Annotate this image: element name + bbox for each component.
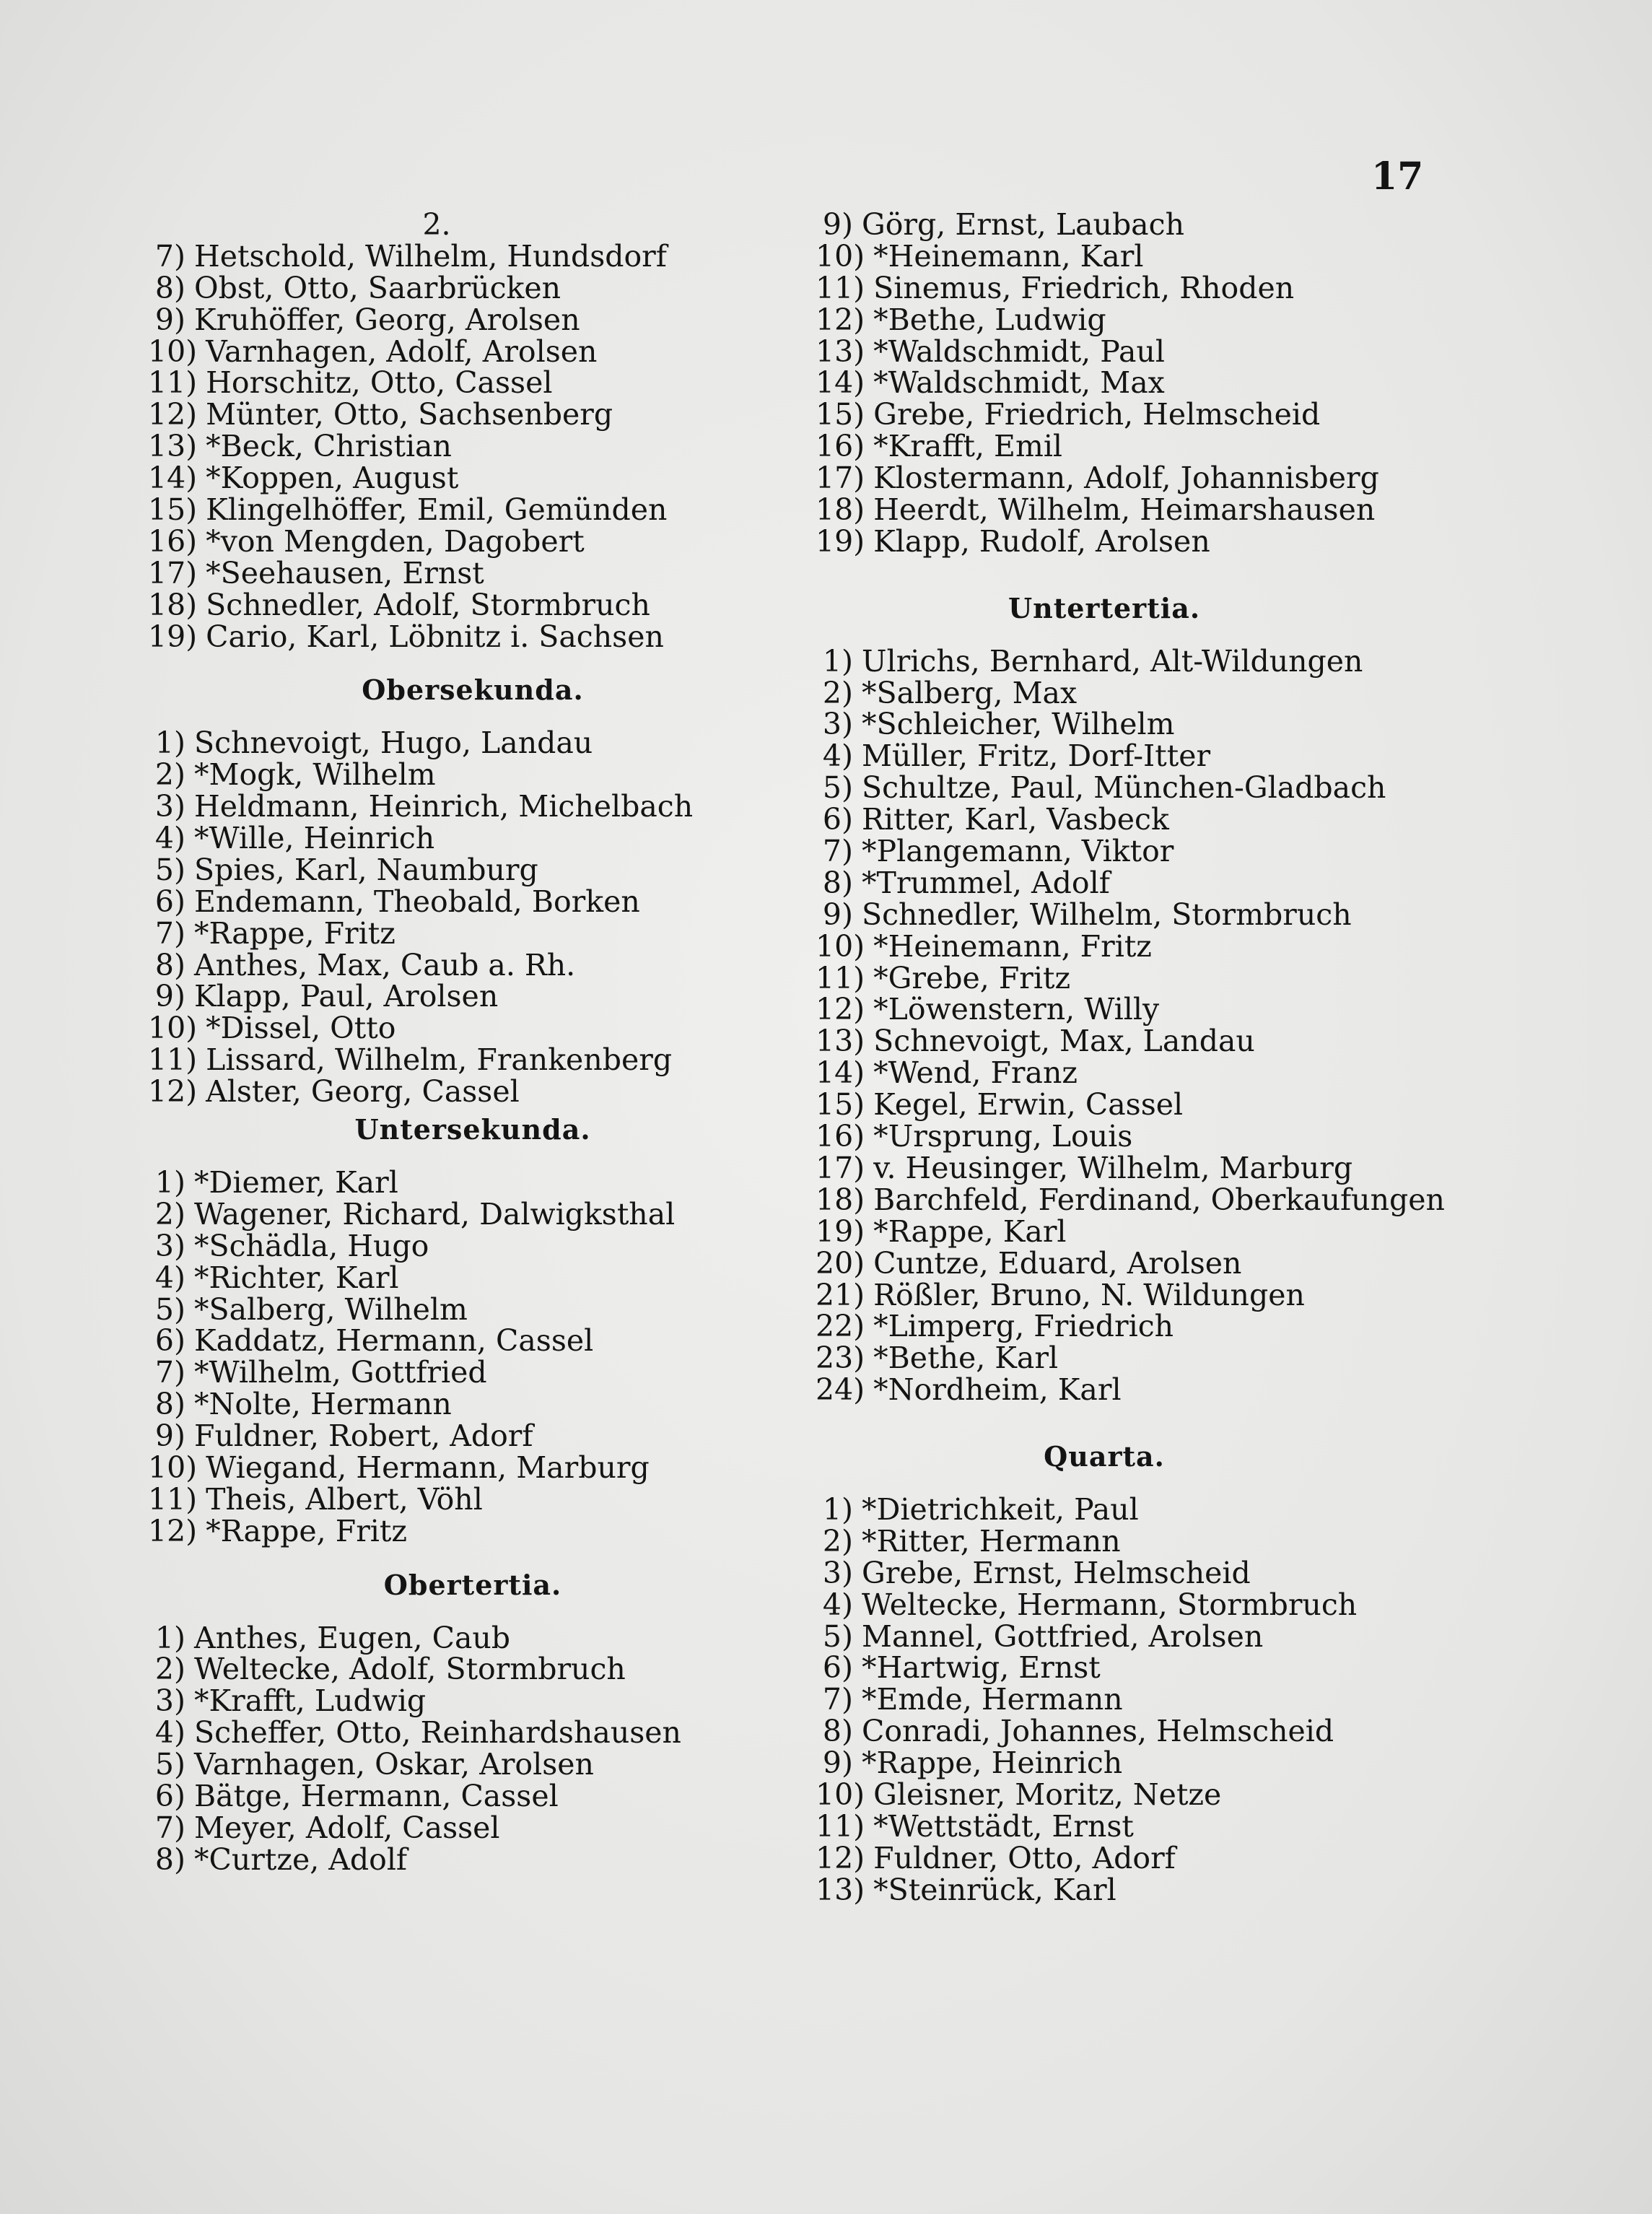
list-item [816,709,1393,741]
heading-quarta: Quarta. [1044,1440,1165,1473]
item-number: 4) [822,1587,853,1622]
list-item [816,960,1393,995]
list-item [148,1013,797,1045]
item-number: 1) [822,643,853,679]
item-name: *Heinemann, Karl [873,238,1144,274]
item-name: *Emde, Hermann [862,1682,1123,1717]
item-name: *Krafft, Emil [873,429,1063,464]
item-name: Rößler, Bruno, N. Wildungen [873,1277,1305,1312]
list-item [816,1374,1393,1406]
list-item [816,772,1393,804]
list-item [816,1213,1393,1249]
item-number: 14) [816,1055,865,1091]
item-number: 2) [154,1652,185,1687]
item-name: *Dietrichkeit, Paul [862,1491,1139,1527]
item-name: Grebe, Friedrich, Helmscheid [873,397,1321,432]
item-name: Anthes, Max, Caub a. Rh. [194,947,576,982]
item-name: Schultze, Paul, München-Gladbach [862,770,1386,806]
list-item [148,463,797,494]
item-name: *Bethe, Karl [873,1341,1059,1376]
item-name: *Wend, Franz [873,1055,1078,1091]
item-number: 7) [822,834,853,869]
item-number: 3) [822,707,853,742]
list-item [148,759,797,791]
list-item [148,1620,797,1655]
list-item [816,1343,1393,1374]
list-item [816,1872,1393,1907]
list-item [816,431,1393,463]
item-name: *Grebe, Fritz [873,960,1071,995]
item-name: *Plangemann, Viktor [862,834,1174,869]
list-item [816,738,1393,774]
item-name: Barchfeld, Ferdinand, Oberkaufungen [873,1182,1445,1217]
list-item [148,725,797,761]
item-name: Kruhöffer, Georg, Arolsen [194,302,580,337]
item-number: 12) [148,1074,198,1110]
item-name: *Bethe, Ludwig [873,302,1106,337]
item-number: 16) [148,523,198,559]
item-name: *Curtze, Adolf [194,1842,408,1877]
list-item [816,336,1393,368]
item-number: 2) [822,675,853,710]
item-name: Ulrichs, Bernhard, Alt-Wildungen [862,643,1363,679]
item-number: 17) [816,461,865,496]
item-name: Bätge, Hermann, Cassel [194,1778,559,1813]
list-item [816,804,1393,836]
item-number: 12) [148,1513,198,1548]
item-number: 15) [148,492,198,528]
item-number: 14) [148,461,198,496]
list-item [148,587,797,622]
list-item [148,1683,797,1719]
item-name: *von Mengden, Dagobert [206,523,585,559]
item-name: Cuntze, Eduard, Arolsen [873,1245,1242,1281]
item-name: Alster, Georg, Cassel [206,1074,520,1110]
item-name: *Hartwig, Ernst [862,1650,1101,1686]
item-name: Fuldner, Robert, Adorf [194,1418,533,1454]
item-name: Horschitz, Otto, Cassel [206,365,553,401]
item-number: 5) [154,852,185,887]
item-name: Klapp, Paul, Arolsen [194,979,499,1014]
heading-obersekunda: Obersekunda. [362,674,584,707]
item-number: 2) [154,757,185,793]
list-item [816,1587,1393,1622]
list-item [148,1291,797,1327]
list-item [148,886,797,918]
heading-obertertia: Obertertia. [383,1568,562,1601]
item-number: 13) [816,334,865,369]
item-number: 18) [816,1182,865,1217]
item-number: 18) [148,587,198,622]
item-number: 8) [154,1842,185,1877]
item-number: 11) [148,1042,198,1078]
list-item [148,852,797,887]
item-name: Schnevoigt, Hugo, Landau [194,725,593,761]
item-name: *Mogk, Wilhelm [194,757,436,793]
list-item [148,1844,797,1876]
list-item [148,1260,797,1295]
list-item [816,1840,1393,1875]
item-number: 11) [816,270,865,305]
item-number: 8) [822,865,853,900]
list-group [148,238,797,654]
item-number: 15) [816,397,865,432]
right-column [816,207,1445,1907]
item-name: v. Heusinger, Wilhelm, Marburg [873,1150,1353,1185]
item-name: *Richter, Karl [194,1260,399,1295]
list-item [816,836,1393,868]
list-item [148,1778,797,1813]
item-number: 9) [822,1746,853,1781]
list-item [816,994,1393,1026]
item-number: 8) [154,270,185,305]
list-item [148,1076,797,1108]
item-number: 11) [816,960,865,995]
heading-untertertia: Untertertia. [1008,591,1201,624]
item-number: 7) [822,1682,853,1717]
item-number: 11) [148,365,198,401]
item-name: *Wettstädt, Ernst [873,1808,1134,1844]
item-number: 8) [154,947,185,982]
item-number: 8) [154,1387,185,1422]
item-name: Anthes, Eugen, Caub [194,1620,511,1655]
list-item [148,791,797,823]
item-number: 10) [816,238,865,274]
item-name: Kegel, Erwin, Cassel [873,1087,1184,1123]
item-name: *Rappe, Fritz [194,915,395,951]
item-number: 12) [148,397,198,432]
item-name: Varnhagen, Oskar, Arolsen [194,1747,594,1782]
item-name: Schnedler, Wilhelm, Stormbruch [862,897,1352,932]
item-name: Heldmann, Heinrich, Michelbach [194,789,694,824]
item-name: Lissard, Wilhelm, Frankenberg [206,1042,673,1078]
item-name: Spies, Karl, Naumburg [194,852,538,887]
item-name: Sinemus, Friedrich, Rhoden [873,270,1295,305]
item-name: Wiegand, Hermann, Marburg [206,1450,650,1485]
item-number: 10) [816,1777,865,1812]
item-number: 12) [816,302,865,337]
item-number: 13) [816,1872,865,1907]
list-item [148,619,797,654]
list-group [148,1164,797,1548]
item-number: 13) [816,1024,865,1059]
list-item [148,1325,797,1357]
list-item [816,675,1393,710]
list-item [816,1491,1393,1527]
list-item [816,1684,1393,1716]
item-number: 11) [148,1481,198,1517]
item-name: *Dissel, Otto [206,1011,396,1046]
item-name: *Wilhelm, Gottfried [194,1355,487,1390]
item-number: 2) [822,1523,853,1559]
list-item [816,523,1393,559]
item-name: *Löwenstern, Willy [873,992,1160,1027]
list-item [148,1164,797,1200]
list-item [148,915,797,951]
item-number: 3) [822,1555,853,1590]
item-name: Müller, Fritz, Dorf-Itter [862,738,1211,774]
item-number: 6) [822,802,853,837]
item-name: Meyer, Adolf, Cassel [194,1810,500,1845]
item-name: Münter, Otto, Sachsenberg [206,397,613,432]
item-number: 19) [148,619,198,654]
list-item [148,238,797,274]
list-item [148,1513,797,1548]
item-name: Heerdt, Wilhelm, Heimarshausen [873,492,1376,528]
list-item [148,399,797,431]
item-number: 4) [822,738,853,774]
list-item [148,1357,797,1389]
item-name: Theis, Albert, Vöhl [206,1481,483,1517]
item-number: 19) [816,523,865,559]
item-name: Görg, Ernst, Laubach [862,207,1184,242]
item-name: Grebe, Ernst, Helmscheid [862,1555,1251,1590]
item-number: 6) [822,1650,853,1686]
item-number: 24) [816,1372,865,1408]
item-name: *Koppen, August [206,461,459,496]
item-number: 3) [154,1683,185,1719]
item-name: *Trummel, Adolf [862,865,1110,900]
list-item [816,270,1393,305]
list-group [148,1620,797,1877]
list-item [816,209,1393,241]
item-name: Klapp, Rudolf, Arolsen [873,523,1210,559]
item-name: Klostermann, Adolf, Johannisberg [873,461,1379,496]
list-item [816,1245,1393,1281]
list-item [148,981,797,1013]
item-name: *Waldschmidt, Paul [873,334,1165,369]
item-number: 10) [148,1450,198,1485]
item-name: Mannel, Gottfried, Arolsen [862,1618,1264,1654]
item-number: 5) [822,770,853,806]
list-item [816,1311,1393,1343]
item-name: Schnevoigt, Max, Landau [873,1024,1255,1059]
item-number: 10) [148,334,198,369]
item-number: 1) [154,1620,185,1655]
item-number: 7) [154,1355,185,1390]
list-item [148,1418,797,1454]
item-number: 4) [154,1260,185,1295]
item-number: 11) [816,1808,865,1844]
item-name: *Wille, Heinrich [194,821,435,856]
list-item [816,1055,1393,1091]
item-number: 9) [154,302,185,337]
item-number: 21) [816,1277,865,1312]
item-name: *Nordheim, Karl [873,1372,1122,1408]
item-name: Weltecke, Hermann, Stormbruch [862,1587,1358,1622]
item-name: *Beck, Christian [206,429,452,464]
list-item [816,865,1393,900]
item-number: 1) [154,725,185,761]
item-name: *Salberg, Wilhelm [194,1291,468,1327]
item-number: 19) [816,1213,865,1249]
item-name: *Rappe, Fritz [206,1513,407,1548]
item-number: 9) [822,207,853,242]
list-item [148,947,797,982]
item-number: 2) [154,1196,185,1232]
item-number: 7) [154,915,185,951]
item-name: Klingelhöffer, Emil, Gemünden [206,492,668,528]
list-item [816,1150,1393,1185]
item-number: 9) [154,979,185,1014]
item-name: *Diemer, Karl [194,1164,398,1200]
item-name: *Schädla, Hugo [194,1228,429,1263]
item-number: 7) [154,1810,185,1845]
list-group [816,1491,1393,1907]
item-number: 4) [154,1715,185,1751]
item-number: 6) [154,1778,185,1813]
item-name: Gleisner, Moritz, Netze [873,1777,1222,1812]
list-item [148,302,797,337]
item-name: Wagener, Richard, Dalwigksthal [194,1196,676,1232]
item-name: *Ritter, Hermann [862,1523,1121,1559]
item-number: 22) [816,1309,865,1344]
list-item [816,1555,1393,1590]
list-item [148,1810,797,1845]
list-item [816,302,1393,337]
left-column [148,209,797,1876]
item-number: 20) [816,1245,865,1281]
list-item [816,1779,1393,1811]
list-item [816,1026,1393,1058]
list-item [816,1716,1393,1748]
list-item [148,270,797,305]
item-number: 9) [822,897,853,932]
item-name: Varnhagen, Adolf, Arolsen [206,334,598,369]
section-number: 2. [422,207,451,242]
list-group [816,643,1445,1408]
item-name: *Schleicher, Wilhelm [862,707,1175,742]
item-name: *Rappe, Karl [873,1213,1067,1249]
list-item [816,1652,1393,1684]
list-item [148,1228,797,1263]
item-number: 5) [822,1618,853,1654]
list-group [816,209,1393,558]
item-number: 14) [816,365,865,401]
item-number: 5) [154,1291,185,1327]
item-number: 4) [154,821,185,856]
list-item [816,1523,1393,1559]
item-number: 3) [154,789,185,824]
list-item [816,494,1393,526]
list-item [148,555,797,590]
item-number: 5) [154,1747,185,1782]
list-item [816,238,1393,274]
item-name: Endemann, Theobald, Borken [194,884,640,919]
list-item [816,1277,1393,1312]
item-name: Kaddatz, Hermann, Cassel [194,1323,594,1359]
list-item [816,928,1393,964]
list-item [816,643,1393,679]
item-name: Hetschold, Wilhelm, Hundsdorf [194,238,667,274]
item-name: Fuldner, Otto, Adorf [873,1840,1176,1875]
item-number: 17) [816,1150,865,1185]
item-name: Weltecke, Adolf, Stormbruch [194,1652,626,1687]
list-item [816,899,1393,931]
item-number: 1) [154,1164,185,1200]
item-name: Cario, Karl, Löbnitz i. Sachsen [206,619,664,654]
item-number: 1) [822,1491,853,1527]
item-number: 16) [816,1119,865,1154]
item-name: *Rappe, Heinrich [862,1746,1123,1781]
item-number: 8) [822,1714,853,1749]
list-item [148,1196,797,1232]
list-item [148,1749,797,1781]
list-item [148,1481,797,1517]
list-item [816,1121,1393,1153]
list-item [816,1808,1393,1844]
item-number: 18) [816,492,865,528]
item-number: 7) [154,238,185,274]
item-name: *Salberg, Max [862,675,1078,710]
list-item [816,1748,1393,1779]
list-item [148,1452,797,1484]
item-name: *Krafft, Ludwig [194,1683,427,1719]
list-item [816,1618,1393,1654]
list-item [148,523,797,559]
heading-untersekunda: Untersekunda. [354,1113,591,1146]
list-item [816,1089,1393,1121]
item-name: *Seehausen, Ernst [206,555,484,590]
item-name: Scheffer, Otto, Reinhardshausen [194,1715,681,1751]
item-number: 17) [148,555,198,590]
item-number: 6) [154,1323,185,1359]
item-name: Schnedler, Adolf, Stormbruch [206,587,650,622]
list-item [148,823,797,855]
item-name: *Nolte, Hermann [194,1387,452,1422]
list-item [148,494,797,526]
page-number: 17 [1371,154,1424,199]
list-item [148,431,797,463]
list-item [148,1042,797,1078]
item-name: *Waldschmidt, Max [873,365,1165,401]
item-number: 16) [816,429,865,464]
list-item [816,367,1393,399]
item-number: 10) [816,928,865,964]
item-number: 23) [816,1341,865,1376]
item-name: Ritter, Karl, Vasbeck [862,802,1169,837]
item-name: *Heinemann, Fritz [873,928,1152,964]
item-number: 6) [154,884,185,919]
item-number: 12) [816,1840,865,1875]
list-item [816,1182,1445,1217]
item-number: 12) [816,992,865,1027]
item-number: 15) [816,1087,865,1123]
item-number: 3) [154,1228,185,1263]
list-group [148,725,797,1110]
item-name: *Steinrück, Karl [873,1872,1116,1907]
item-name: *Limperg, Friedrich [873,1309,1174,1344]
list-item [816,399,1393,431]
item-number: 13) [148,429,198,464]
item-number: 9) [154,1418,185,1454]
item-name: Obst, Otto, Saarbrücken [194,270,561,305]
item-number: 10) [148,1011,198,1046]
item-name: Conradi, Johannes, Helmscheid [862,1714,1334,1749]
list-item [148,1654,797,1686]
list-item [816,463,1393,494]
list-item [148,336,797,368]
list-item [148,1717,797,1749]
item-name: *Ursprung, Louis [873,1119,1133,1154]
list-item [148,1389,797,1421]
list-item [148,367,797,399]
